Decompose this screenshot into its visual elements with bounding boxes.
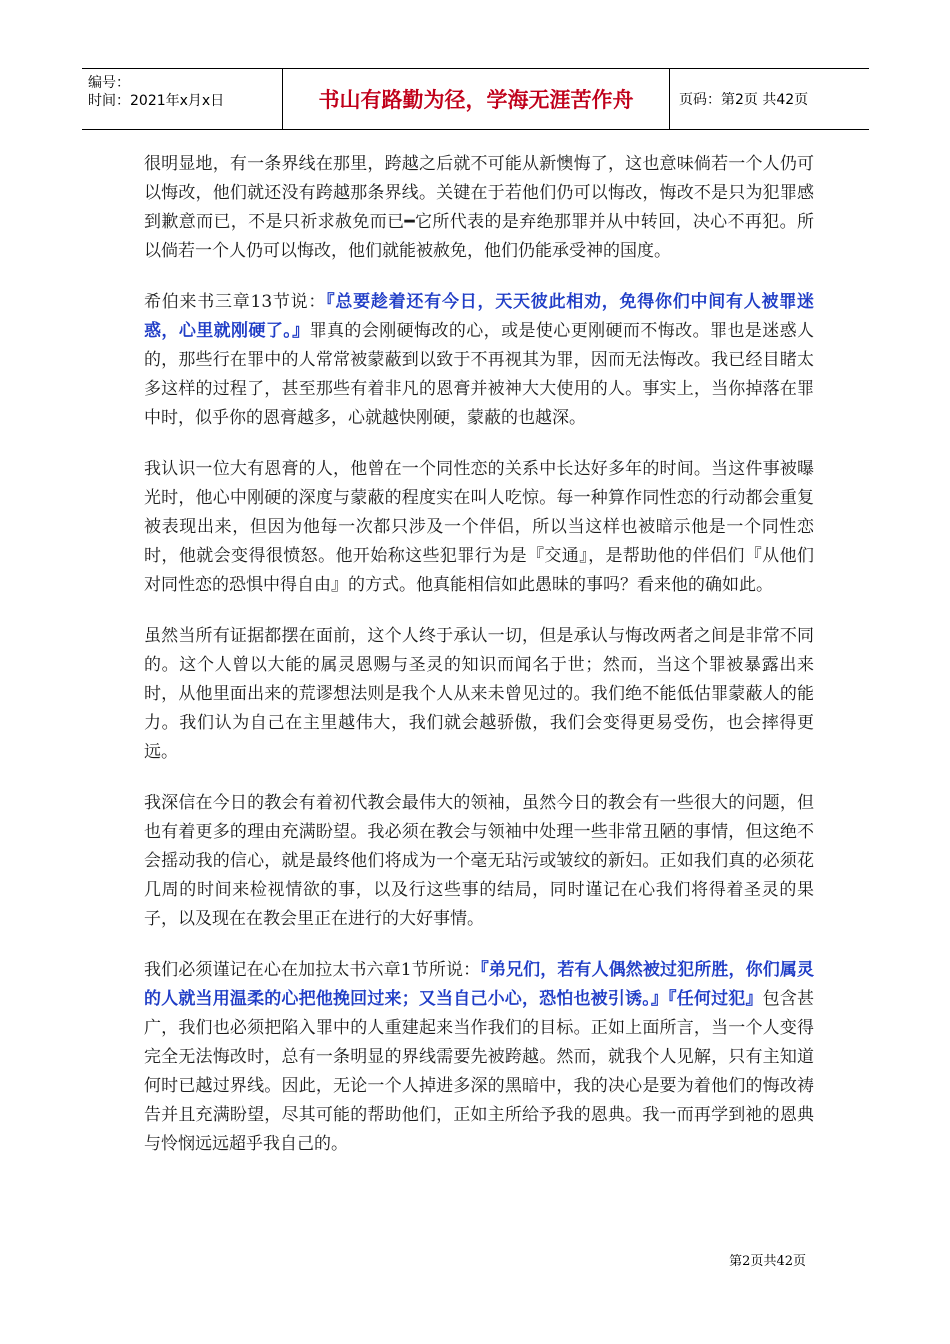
date-label: 时间：2021年x月x日 (88, 93, 225, 109)
scripture-quote: 『总要趁着还有今日，天天彼此相劝，免得你们中间有人被罪迷惑，心里就刚硬了。』 (144, 292, 815, 341)
body-paragraph (144, 956, 814, 1159)
number-label: 编号： (88, 75, 130, 91)
body-paragraph (144, 622, 814, 767)
paragraph-text: 我深信在今日的教会有着初代教会最伟大的领袖，虽然今日的教会有一些很大的问题，但也有着更多的理由充满盼望。我必须在教会与领袖中处理一些非常丑陋的事情，但这绝不会摇动我的信心，就是最终他们将成为一个毫无玷污或皱纹的新妇。正如我们真的必须花几周的时间来检视情欲的事，以及行这些事的结局，同时谨记在心我们将得着圣灵的果子，以及现在在教会里正在进行的大好事情。 (144, 793, 814, 929)
paragraph-text: 罪真的会刚硬悔改的心，或是使心更刚硬而不悔改。罪也是迷惑人的，那些行在罪中的人常常被蒙蔽到以致于不再视其为罪，因而无法悔改。我已经目睹太多这样的过程了，甚至那些有着非凡的恩膏并被神大大使用的人。事实上，当你掉落在罪中时，似乎你的恩膏越多，心就越快刚硬，蒙蔽的也越深。 (144, 321, 815, 428)
document-body (144, 150, 814, 1181)
body-paragraph (144, 288, 814, 433)
body-paragraph (144, 789, 814, 934)
header-motto: 书山有路勤为径，学海无涯苦作舟 (282, 69, 670, 129)
header-info (82, 69, 282, 129)
paragraph-text: 很明显地，有一条界线在那里，跨越之后就不可能从新懊悔了，这也意味倘若一个人仍可以悔改，他们就还没有跨越那条界线。关键在于若他们仍可以悔改，悔改不是只为犯罪感到歉意而已，不是只祈求赦免而已━它所代表的是弃绝那罪并从中转回，决心不再犯。所以倘若一个人仍可以悔改，他们就能被赦免，他们仍能承受神的国度。 (144, 154, 814, 261)
paragraph-text: 包含甚广，我们也必须把陷入罪中的人重建起来当作我们的目标。正如上面所言，当一个人变得完全无法悔改时，总有一条明显的界线需要先被跨越。然而，就我个人见解，只有主知道何时已越过界线。因此，无论一个人掉进多深的黑暗中，我的决心是要为着他们的悔改祷告并且充满盼望，尽其可能的帮助他们，正如主所给予我的恩典。我一而再学到祂的恩典与怜悯远远超乎我自己的。 (144, 989, 814, 1154)
body-paragraph (144, 455, 814, 600)
page-header (82, 68, 869, 130)
paragraph-text: 我们必须谨记在心在加拉太书六章1节所说： (144, 960, 481, 980)
footer-page-number: 第2页共42页 (729, 1254, 806, 1269)
paragraph-text: 希伯来书三章13节说： (144, 292, 327, 312)
header-page-number: 页码：第2页 共42页 (679, 92, 809, 108)
body-paragraph (144, 150, 814, 266)
paragraph-text: 虽然当所有证据都摆在面前，这个人终于承认一切，但是承认与悔改两者之间是非常不同的。这个人曾以大能的属灵恩赐与圣灵的知识而闻名于世；然而，当这个罪被暴露出来时，从他里面出来的荒谬想法则是我个人从来未曾见过的。我们绝不能低估罪蒙蔽人的能力。我们认为自己在主里越伟大，我们就会越骄傲，我们会变得更易受伤，也会摔得更远。 (144, 626, 814, 762)
scripture-quote: 『弟兄们，若有人偶然被过犯所胜，你们属灵的人就当用温柔的心把他挽回过来；又当自己小心，恐怕也被引诱。』『任何过犯』 (144, 960, 814, 1009)
paragraph-text: 我认识一位大有恩膏的人，他曾在一个同性恋的关系中长达好多年的时间。当这件事被曝光时，他心中刚硬的深度与蒙蔽的程度实在叫人吃惊。每一种算作同性恋的行动都会重复被表现出来，但因为他每一次都只涉及一个伴侣，所以当这样也被暗示他是一个同性恋时，他就会变得很愤怒。他开始称这些犯罪行为是『交通』，是帮助他的伴侣们『从他们对同性恋的恐惧中得自由』的方式。他真能相信如此愚昧的事吗？看来他的确如此。 (144, 459, 814, 595)
